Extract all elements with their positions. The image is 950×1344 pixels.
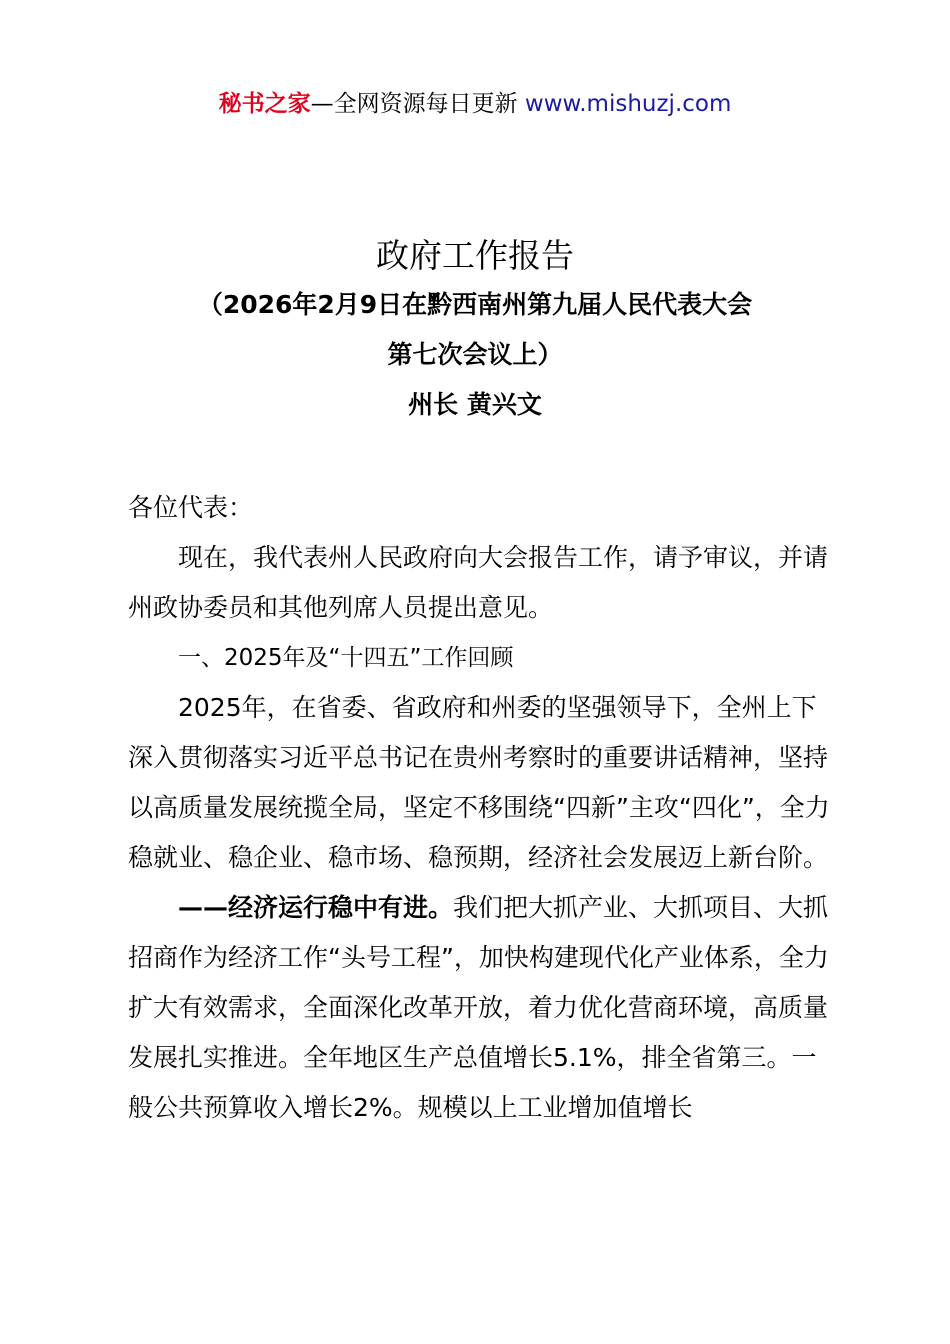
paragraph-economy — [128, 883, 838, 1133]
paragraph-intro: 现在，我代表州人民政府向大会报告工作，请予审议，并请州政协委员和其他列席人员提出意见。 — [128, 543, 829, 622]
banner-url-link[interactable]: www.mishuzj.com — [524, 91, 732, 117]
salutation: 各位代表： — [128, 493, 254, 522]
banner-slogan: —全网资源每日更新 — [310, 91, 518, 117]
paragraph-review: 2025年，在省委、省政府和州委的坚强领导下，全州上下深入贯彻落实习近平总书记在贵州考察时的重要讲话精神，坚持以高质量发展统揽全局，坚定不移围绕“四新”主攻“四化”，全力稳就业、稳企业、稳市场、稳预期，经济社会发展迈上新台阶。 — [128, 693, 830, 872]
document-body — [128, 483, 838, 1133]
section-heading: 一、2025年及“十四五”工作回顾 — [178, 645, 514, 671]
paragraph-economy-text: 我们把大抓产业、大抓项目、大抓招商作为经济工作“头号工程”，加快构建现代化产业体系，全力扩大有效需求，全面深化改革开放，着力优化营商环境，高质量发展扎实推进。全年地区生产总值增长5.1%，排全省第三。一般公共预算收入增长2%。规模以上工业增加值增长 — [128, 893, 829, 1122]
header-banner — [0, 86, 950, 122]
document-title: 政府工作报告 — [376, 236, 574, 275]
document-subtitle-line2: 第七次会议上） — [387, 340, 563, 369]
paragraph-lead: ——经济运行稳中有进。 — [178, 893, 454, 922]
brand-name: 秘书之家 — [218, 91, 311, 117]
document-subtitle-line1: （2026年2月9日在黔西南州第九届人民代表大会 — [197, 290, 753, 319]
document-author: 州长 黄兴文 — [408, 390, 542, 419]
